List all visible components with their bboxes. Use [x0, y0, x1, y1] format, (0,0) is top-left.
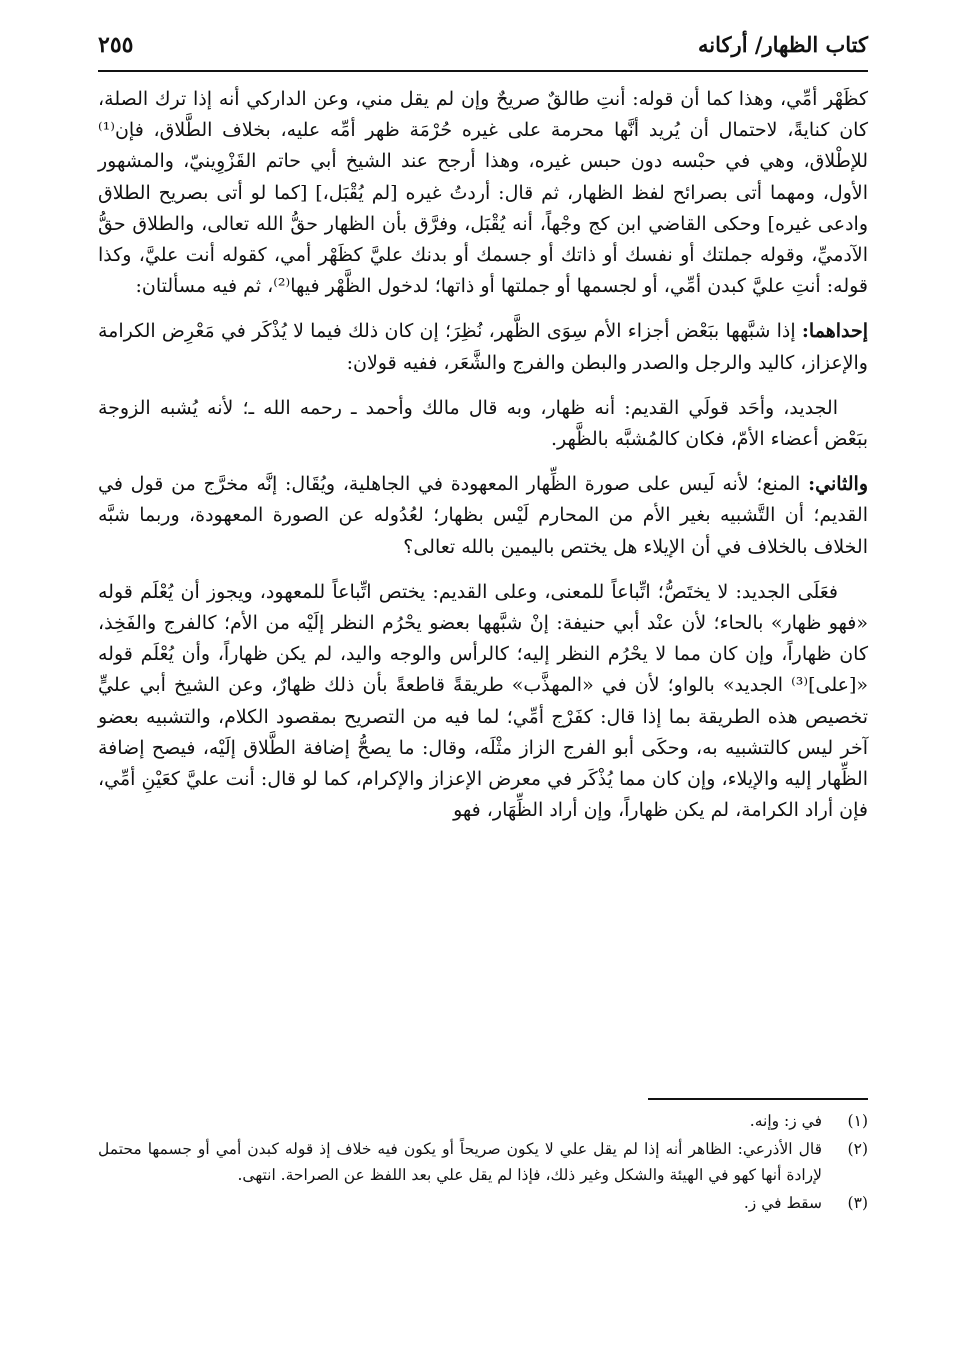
footnotes	[98, 1108, 868, 1218]
footnote-text: سقط في ز.	[743, 1194, 822, 1212]
paragraph-text: كظَهْر أمِّي، وهذا كما أن قوله: أنتِ طالقٌ صريحٌ وإن لم يقل مني، وعن الداركي أنه إذا ترك الصلة، كان كنايةً، لاحتمال أن يُريد أنَّها محرمة على غيره حُرْمَة ظهر أمِّه عليه، بخلاف الطَّلاق، فإن⁽¹⁾ للإطْلاق، وهي في حبْسه دون حبس غيره، وهذا أرجح عند الشيخ أبي حاتم القَزْوِينيّ، والمشهور الأول، ومهما أتى بصرائح لفظ الظهار، ثم قال: أردتُ غيره [لم يُقْبَل،] [كما لو أتى بصريح الطلاق وادعى غيره] وحكى القاضي ابن كج وجْهاً، أنه يُقْبَل، وفرَّق بأن الظهار حقُّ الله تعالى، والطلاق حقُّ الآدميِّ، وقوله جملتك أو نفسك أو ذاتك أو جسمك أو بدنك عليَّ كظَهْر أمي، كقوله أنت عليَّ، وكذا قوله: أنتِ عليَّ كبدن أمِّي، أو لجسمها أو جملتها أو ذاتها؛ لدخول الظَّهْر فيها⁽²⁾، ثم فيه مسألتان:	[98, 88, 868, 298]
footnote-number: (١)	[847, 1112, 868, 1130]
main-text	[98, 84, 868, 826]
paragraph	[98, 84, 868, 302]
page-header	[98, 30, 868, 66]
footnote-number: (٢)	[847, 1140, 868, 1158]
paragraph	[98, 393, 868, 455]
footnote-rule	[648, 1098, 868, 1100]
footnote	[98, 1190, 868, 1216]
footnote	[98, 1108, 868, 1134]
paragraph	[98, 469, 868, 563]
header-rule	[98, 70, 868, 72]
footnote-text: في ز: وإنه.	[749, 1112, 822, 1130]
footnote	[98, 1136, 868, 1188]
paragraph-lead: إحداهما:	[801, 320, 868, 343]
page-number: ٢٥٥	[98, 32, 134, 58]
paragraph-text: فعَلَى الجديد: لا يختَصُّ؛ اتِّباعاً للمعنى، وعلى القديم: يختص اتِّباعاً للمعهود، ويجوز أن يُعْلَم قوله «فهو ظهار» بالحاء؛ لأن عنْد أبي حنيفة: إنْ شبَّهها بعضو يحْرُم النظر إلَيْه من الأم؛ كالفرج والفَخِذ، كان ظهاراً، وإن كان مما لا يحْرُم النظر إليه؛ كالرأس والوجه واليد، لم يكن ظهاراً، وأن يُعْلَم قوله «[على]⁽³⁾ الجديد» بالواو؛ لأن في «المهذَّب» طريقةً قاطعةً بأن ذلك ظهارٌ، وعن الشيخ أبي عليٍّ تخصيص هذه الطريقة بما إذا قال: كفَرْج أمِّي؛ لما فيه من التصريح بمقصود الكلام، والتشبيه بعضو آخر ليس كالتشبيه به، وحكَى أبو الفرج الزاز مثْلَه، وقال: ما يصحُّ إضافة الطَّلاق إلَيْه، فيصح إضافة الظِّهار إليه والإيلاء، وإن كان مما يُذْكَر في معرض الإعزاز والإكرام، كما لو قال: أنت عليَّ كعَيْنِ أمِّي، فإن أراد الكرامة، لم يكن ظهاراً، وإن أراد الظِّهَار، فهو	[98, 580, 868, 822]
paragraph	[98, 316, 868, 378]
paragraph	[98, 577, 868, 827]
paragraph-text: إذا شبَّهها ببَعْض أجزاء الأم سِوَى الظَّهر، نُظِرَ؛ إن كان ذلك فيما لا يُذْكَر في مَعْرِض الكرامة والإعزاز، كاليد والرجل والصدر والبطن والفرج والشَّعَر، ففيه قولان:	[98, 320, 868, 374]
footnote-number: (٣)	[847, 1194, 868, 1212]
paragraph-lead: والثاني:	[808, 473, 868, 496]
paragraph-text: الجديد، وأحَد قولَي القديم: أنه ظهار، وبه قال مالك وأحمد ـ رحمه الله ـ؛ لأنه يُشبه الزوجة ببَعْض أعضاء الأمّ، فكان كالمُشبَّه بالظَّهر.	[98, 396, 868, 451]
running-title: كتاب الظهار/ أركانه	[698, 32, 868, 57]
paragraph-text: المنع؛ لأنه لَيس على صورة الظِّهار المعهودة في الجاهلية، ويُقَال: إنَّه مخرَّج من قول في القديم؛ أن التَّشبيه بغير الأم من المحارم لَيْس بظهار؛ لعُدُوله عن الصورة المعهودة، وربما شبَّه الخلاف بالخلاف في أن الإيلاء هل يختص باليمين بالله تعالى؟	[98, 473, 868, 558]
footnote-text: قال الأذرعي: الظاهر أنه إذا لم يقل علي لا يكون صريحاً أو يكون فيه خلاف إذ قوله كبدن أمي أو جسمها محتمل لإرادة أنها كهو في الهيئة والشكل وغير ذلك، فإذا لم يقل علي بعد اللفظ عن الصراحة. انتهى.	[98, 1140, 822, 1184]
